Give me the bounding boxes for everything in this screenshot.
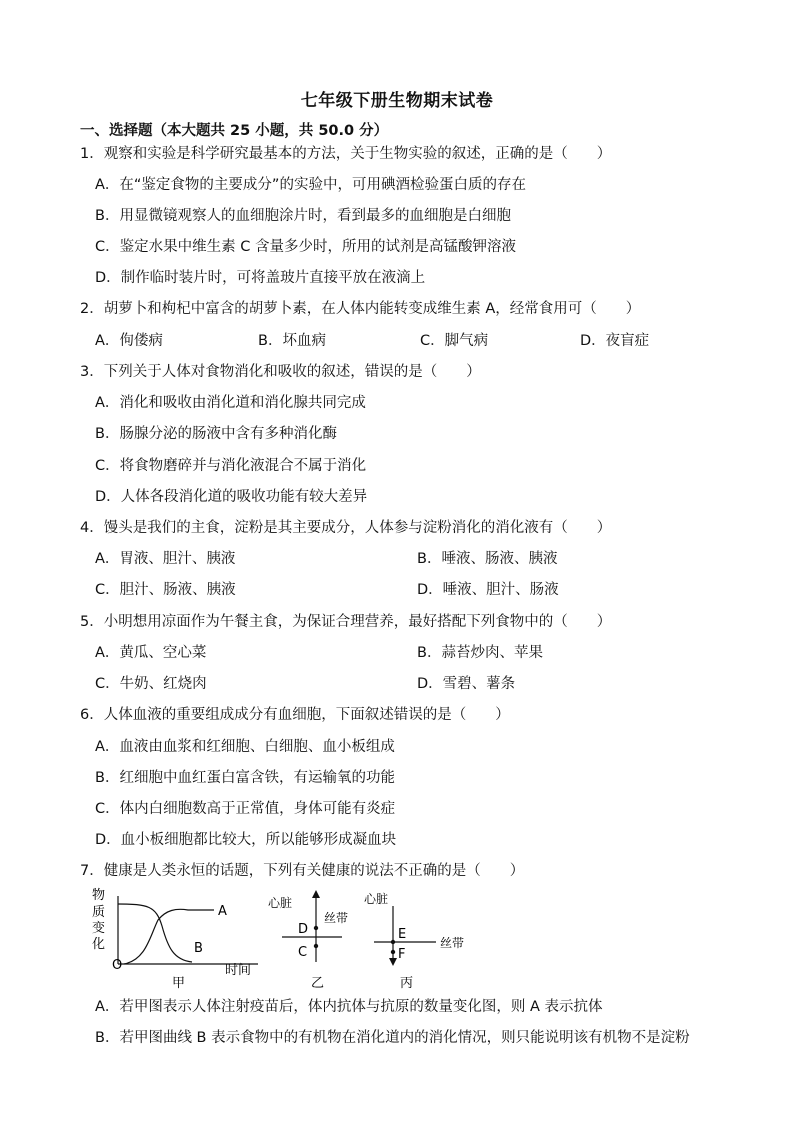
yi-point-d xyxy=(314,926,318,930)
question-6-option-b: B．红细胞中血红蛋白富含铁，有运输氧的功能 xyxy=(95,770,395,786)
bing-point-e xyxy=(391,940,395,944)
question-5-option-a: A．黄瓜、空心菜 xyxy=(95,645,207,661)
question-6-stem: 6．人体血液的重要组成成分有血细胞，下面叙述错误的是（ ） xyxy=(80,707,510,723)
question-3-option-b: B．肠腺分泌的肠液中含有多种消化酶 xyxy=(95,426,337,442)
question-4-option-b: B．唾液、肠液、胰液 xyxy=(417,551,558,567)
question-2-option-a: A．佝偻病 xyxy=(95,333,163,349)
yi-heart-label: 心脏 xyxy=(268,896,293,910)
section-heading: 一、选择题（本大题共 25 小题，共 50.0 分） xyxy=(80,123,389,139)
yi-label-c: C xyxy=(298,945,308,960)
question-7-option-b: B．若甲图曲线 B 表示食物中的有机物在消化道内的消化情况，则只能说明该有机物不是淀粉 xyxy=(95,1030,690,1046)
question-1-option-b: B．用显微镜观察人的血细胞涂片时，看到最多的血细胞是白细胞 xyxy=(95,208,511,224)
jia-ylabel-1: 物 xyxy=(92,888,106,903)
jia-label-a: A xyxy=(218,904,227,919)
question-1-option-a: A．在“鉴定食物的主要成分”的实验中，可用碘酒检验蛋白质的存在 xyxy=(95,177,526,193)
jia-caption: 甲 xyxy=(172,976,186,991)
question-4-stem: 4．馒头是我们的主食，淀粉是其主要成分，人体参与淀粉消化的消化液有（ ） xyxy=(80,520,612,536)
yi-point-c xyxy=(314,944,318,948)
bing-label-f: F xyxy=(398,947,406,962)
question-3-option-a: A．消化和吸收由消化道和消化腺共同完成 xyxy=(95,395,366,411)
bing-band-label: 丝带 xyxy=(440,936,465,950)
bing-label-e: E xyxy=(398,927,407,942)
question-7-figures xyxy=(88,886,468,992)
question-1-stem: 1．观察和实验是科学研究最基本的方法，关于生物实验的叙述，正确的是（ ） xyxy=(80,146,612,162)
question-6-option-d: D．血小板细胞都比较大，所以能够形成凝血块 xyxy=(95,832,397,848)
question-2-option-c: C．脚气病 xyxy=(420,333,489,349)
jia-origin: O xyxy=(112,958,123,973)
question-5-stem: 5．小明想用凉面作为午餐主食，为保证合理营养，最好搭配下列食物中的（ ） xyxy=(80,614,612,630)
question-7-option-a: A．若甲图表示人体注射疫苗后，体内抗体与抗原的数量变化图，则 A 表示抗体 xyxy=(95,999,603,1015)
question-3-option-d: D．人体各段消化道的吸收功能有较大差异 xyxy=(95,489,368,505)
question-2-stem: 2．胡萝卜和枸杞中富含的胡萝卜素，在人体内能转变成维生素 A，经常食用可（ ） xyxy=(80,301,641,317)
question-5-option-b: B．蒜苔炒肉、苹果 xyxy=(417,645,543,661)
yi-arrow-up-icon xyxy=(312,890,320,898)
jia-label-b: B xyxy=(194,941,203,956)
question-7-stem: 7．健康是人类永恒的话题，下列有关健康的说法不正确的是（ ） xyxy=(80,863,525,879)
question-3-stem: 3．下列关于人体对食物消化和吸收的叙述，错误的是（ ） xyxy=(80,364,481,380)
question-1-option-c: C．鉴定水果中维生素 C 含量多少时，所用的试剂是高锰酸钾溶液 xyxy=(95,239,516,255)
question-2-option-b: B．坏血病 xyxy=(258,333,326,349)
question-4-option-c: C．胆汁、肠液、胰液 xyxy=(95,582,236,598)
question-4-option-a: A．胃液、胆汁、胰液 xyxy=(95,551,236,567)
question-1-option-d: D．制作临时装片时，可将盖玻片直接平放在液滴上 xyxy=(95,270,426,286)
question-5-option-c: C．牛奶、红烧肉 xyxy=(95,676,207,692)
bing-point-f xyxy=(391,950,395,954)
yi-caption: 乙 xyxy=(311,976,325,991)
question-2-option-d: D．夜盲症 xyxy=(580,333,650,349)
jia-ylabel-3: 变 xyxy=(92,921,106,936)
bing-arrow-down-icon xyxy=(389,958,397,966)
jia-xlabel: 时间 xyxy=(225,963,252,978)
yi-label-d: D xyxy=(298,922,309,937)
jia-ylabel-2: 质 xyxy=(92,905,106,920)
question-6-option-a: A．血液由血浆和红细胞、白细胞、血小板组成 xyxy=(95,739,395,755)
bing-caption: 丙 xyxy=(400,976,414,991)
question-6-option-c: C．体内白细胞数高于正常值，身体可能有炎症 xyxy=(95,801,396,817)
jia-curve-b xyxy=(118,904,192,962)
bing-heart-label: 心脏 xyxy=(364,892,389,906)
question-4-option-d: D．唾液、胆汁、肠液 xyxy=(417,582,559,598)
yi-band-label: 丝带 xyxy=(324,911,349,925)
jia-ylabel-4: 化 xyxy=(92,937,106,952)
question-5-option-d: D．雪碧、薯条 xyxy=(417,676,516,692)
exam-title: 七年级下册生物期末试卷 xyxy=(300,91,494,111)
question-3-option-c: C．将食物磨碎并与消化液混合不属于消化 xyxy=(95,458,367,474)
